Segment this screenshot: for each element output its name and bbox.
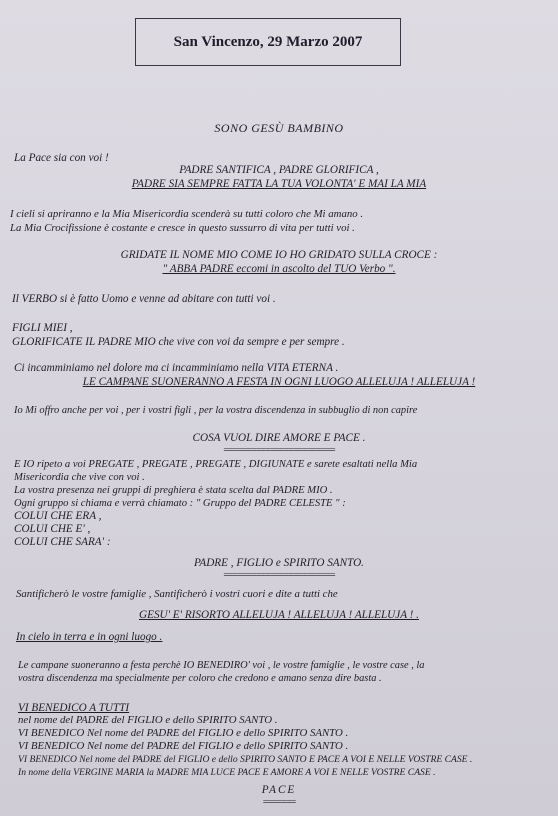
text-line: COLUI CHE E' , (14, 523, 91, 535)
text-line: In nome della VERGINE MARIA la MADRE MIA LUCE PACE E AMORE A VOI E NELLE VOSTRE CASE . (18, 767, 436, 778)
text-line: I cieli si apriranno e la Mia Misericordia scenderà su tutti coloro che Mi amano . (10, 208, 364, 220)
text-line: FIGLI MIEI , (12, 322, 73, 334)
text-line: LE CAMPANE SUONERANNO A FESTA IN OGNI LUOGO ALLELUJA ! ALLELUJA ! (82, 376, 476, 388)
text-line: VI BENEDICO Nel nome del PADRE del FIGLIO e dello SPIRITO SANTO . (18, 740, 349, 752)
text-line: GESU' E' RISORTO ALLELUJA ! ALLELUJA ! ALLELUJA ! . (139, 609, 419, 621)
text-line: Le campane suoneranno a festa perchè IO BENEDIRO' voi , le vostre famiglie , le vostre case , la (18, 660, 425, 671)
text-line: GLORIFICATE IL PADRE MIO che vive con voi da sempre e per sempre . (12, 336, 345, 348)
separator: ======================== (223, 570, 335, 581)
text-line: La vostra presenza nei gruppi di preghiera è stata scelta dal PADRE MIO . (14, 485, 333, 496)
text-line: PADRE SANTIFICA , PADRE GLORIFICA , (179, 164, 379, 176)
text-line: COLUI CHE ERA , (14, 510, 102, 522)
date-header-box (135, 18, 401, 66)
text-line: In cielo in terra e in ogni luogo . (16, 631, 163, 643)
text-line: PADRE , FIGLIO e SPIRITO SANTO. (194, 557, 364, 569)
text-line: COSA VUOL DIRE AMORE E PACE . (192, 432, 366, 444)
text-line: Io Mi offro anche per voi , per i vostri figli , per la vostra discendenza in subbuglio di non capire (14, 405, 418, 416)
text-line: Ogni gruppo si chiama e verrà chiamato : " Gruppo del PADRE CELESTE " : (14, 498, 346, 509)
text-line: Misericordia che vive con voi . (14, 472, 145, 483)
text-line: vostra discendenza ma specialmente per coloro che credono e amano senza dire basta . (18, 673, 382, 684)
text-line: PACE (261, 784, 297, 796)
text-line: PADRE SIA SEMPRE FATTA LA TUA VOLONTA' E MAI LA MIA (131, 178, 427, 190)
date-header: San Vincenzo, 29 Marzo 2007 (173, 33, 363, 50)
text-line: VI BENEDICO A TUTTI (18, 702, 130, 714)
message-title: SONO GESÙ BAMBINO (214, 121, 344, 135)
text-line: nel nome del PADRE del FIGLIO e dello SPIRITO SANTO . (18, 714, 278, 726)
text-line: E IO ripeto a voi PREGATE , PREGATE , PREGATE , DIGIUNATE e sarete esaltati nella Mia (14, 459, 418, 470)
text-line: GRIDATE IL NOME MIO COME IO HO GRIDATO SULLA CROCE : (120, 249, 438, 261)
text-line: VI BENEDICO Nel nome del PADRE del FIGLIO e dello SPIRITO SANTO E PACE A VOI E NELLE VOSTRE CASE . (18, 754, 473, 765)
text-line: VI BENEDICO Nel nome del PADRE del FIGLIO e dello SPIRITO SANTO . (18, 727, 349, 739)
text-line: Il VERBO si è fatto Uomo e venne ad abitare con tutti voi . (12, 293, 276, 305)
text-line: COLUI CHE SARA' : (14, 536, 111, 548)
text-line: Santificherò le vostre famiglie , Santificherò i vostri cuori e dite a tutti che (16, 588, 338, 600)
text-line: La Mia Crocifissione è costante e cresce in questo sussurro di vita per tutti voi . (10, 222, 355, 234)
text-line: " ABBA PADRE eccomi in ascolto del TUO Verbo ". (162, 263, 396, 275)
separator: ======= (262, 797, 296, 808)
greeting-line: La Pace sia con voi ! (14, 152, 109, 164)
separator: ======================== (223, 445, 335, 456)
text-line: Ci incamminiamo nel dolore ma ci incamminiamo nella VITA ETERNA . (14, 362, 339, 374)
